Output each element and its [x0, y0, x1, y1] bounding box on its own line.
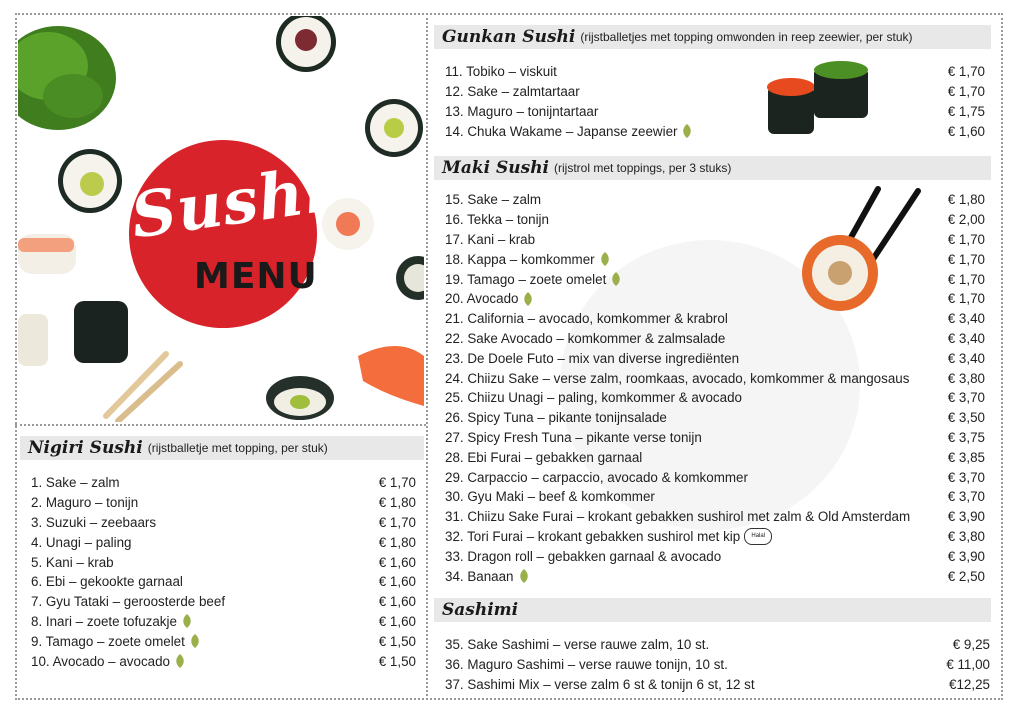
shrimp-nigiri-icon: [18, 234, 76, 274]
menu-item: [31, 592, 416, 612]
column-divider: [426, 13, 428, 700]
menu-item-name: 29. Carpaccio – carpaccio, avocado & komkommer: [445, 469, 748, 485]
menu-item-name: 6. Ebi – gekookte garnaal: [31, 574, 183, 590]
menu-item-name: 25. Chiizu Unagi – paling, komkommer & avocado: [445, 390, 742, 406]
menu-item-name: 10. Avocado – avocado: [31, 653, 170, 669]
leaf-icon: [523, 292, 533, 306]
menu-item-name: 7. Gyu Tataki – geroosterde beef: [31, 594, 226, 610]
hero-divider: [15, 424, 426, 426]
menu-item-price: € 11,00: [946, 657, 990, 673]
menu-item-name: 15. Sake – zalm: [445, 192, 542, 208]
menu-item-price: € 3,40: [947, 311, 985, 327]
gunkan-list: [445, 62, 985, 141]
menu-item-price: €12,25: [949, 676, 990, 692]
menu-item: [445, 507, 985, 527]
menu-item-price: € 1,80: [947, 192, 985, 208]
menu-item-name: 11. Tobiko – viskuit: [445, 64, 557, 80]
menu-item-name: 9. Tamago – zoete omelet: [31, 633, 185, 649]
leaf-icon: [600, 252, 610, 266]
menu-item-name: 27. Spicy Fresh Tuna – pikante verse tonijn: [445, 429, 702, 445]
menu-item-name: 21. California – avocado, komkommer & krabrol: [445, 311, 728, 327]
menu-item: [445, 675, 990, 695]
menu-item-name: 33. Dragon roll – gebakken garnaal & avocado: [445, 548, 722, 564]
gunkan-title: Gunkan Sushi: [442, 27, 576, 47]
tuna-roll-icon: [276, 16, 336, 72]
menu-item: [31, 631, 416, 651]
menu-item: [445, 546, 985, 566]
menu-item: [445, 121, 985, 141]
gunkan-header: [434, 25, 991, 49]
menu-item: [445, 388, 985, 408]
menu-item-price: € 3,70: [947, 489, 985, 505]
chopsticks-icon: [106, 354, 180, 421]
menu-item-name: 31. Chiizu Sake Furai – krokant gebakken sushirol met zalm & Old Amsterdam: [445, 509, 911, 525]
maki-roll-icon: [74, 301, 128, 363]
avocado-roll-icon: [266, 376, 334, 420]
seaweed-salad-icon: [18, 26, 116, 130]
menu-item: [31, 651, 416, 671]
hero-title: Sushi: [126, 152, 334, 253]
menu-item-price: € 1,70: [947, 231, 985, 247]
menu-item-name: 2. Maguro – tonijn: [31, 495, 139, 511]
menu-item: [445, 329, 985, 349]
menu-item: [445, 447, 985, 467]
menu-item-name: 22. Sake Avocado – komkommer & zalmsalade: [445, 330, 726, 346]
menu-item-name: 17. Kani – krab: [445, 231, 536, 247]
menu-item: [445, 566, 985, 586]
menu-item-name: 4. Unagi – paling: [31, 534, 132, 550]
maki-subtitle: (rijstrol met toppings, per 3 stuks): [554, 161, 732, 175]
menu-item-price: € 1,60: [378, 594, 416, 610]
menu-item: [445, 269, 985, 289]
menu-item: [445, 408, 985, 428]
menu-item-price: € 1,70: [378, 475, 416, 491]
menu-item-name: 1. Sake – zalm: [31, 475, 120, 491]
menu-item-price: € 1,75: [947, 103, 985, 119]
avocado-roll-icon: [58, 149, 122, 213]
menu-item: [31, 473, 416, 493]
menu-item: [445, 467, 985, 487]
menu-item: [445, 190, 985, 210]
menu-item-price: € 1,70: [947, 271, 985, 287]
menu-item: [31, 513, 416, 533]
salmon-nigiri-icon: [358, 346, 424, 406]
sashimi-title: Sashimi: [442, 600, 519, 620]
menu-item: [445, 368, 985, 388]
menu-item: [445, 82, 985, 102]
rice-roll-icon: [18, 314, 48, 366]
leaf-icon: [190, 634, 200, 648]
menu-item: [445, 230, 985, 250]
menu-item: [445, 655, 990, 675]
menu-item: [445, 210, 985, 230]
leaf-icon: [519, 569, 529, 583]
leaf-icon: [182, 614, 192, 628]
menu-item-name: 37. Sashimi Mix – verse zalm 6 st & tonijn 6 st, 12 st: [445, 676, 755, 692]
nigiri-title: Nigiri Sushi: [28, 438, 143, 458]
menu-item: [31, 493, 416, 513]
menu-item: [445, 102, 985, 122]
menu-item-price: € 3,90: [947, 548, 985, 564]
menu-item-name: 18. Kappa – komkommer: [445, 251, 595, 267]
hero-image: [18, 16, 424, 422]
menu-item: [445, 635, 990, 655]
menu-item-name: 14. Chuka Wakame – Japanse zeewier: [445, 123, 678, 139]
roll-side-icon: [396, 256, 424, 300]
menu-item-name: 16. Tekka – tonijn: [445, 212, 549, 228]
menu-item: [31, 532, 416, 552]
menu-item-price: € 1,70: [947, 291, 985, 307]
menu-item-price: € 3,85: [947, 449, 985, 465]
menu-item: [445, 348, 985, 368]
menu-item-price: € 1,50: [378, 653, 416, 669]
menu-item-name: 30. Gyu Maki – beef & komkommer: [445, 489, 655, 505]
menu-item-price: € 1,50: [378, 633, 416, 649]
menu-item-price: € 2,50: [947, 568, 985, 584]
menu-item-price: € 3,40: [947, 330, 985, 346]
menu-item-price: € 3,75: [947, 429, 985, 445]
maki-list: [445, 190, 985, 586]
menu-item-name: 23. De Doele Futo – mix van diverse ingrediënten: [445, 350, 740, 366]
menu-item-price: € 3,80: [947, 370, 985, 386]
menu-item-name: 8. Inari – zoete tofuzakje: [31, 613, 177, 629]
nigiri-header: [20, 436, 424, 460]
menu-item-price: € 1,60: [947, 123, 985, 139]
hero-subtitle: MENU: [194, 256, 318, 297]
maki-header: [434, 156, 991, 180]
menu-item-price: € 3,50: [947, 410, 985, 426]
menu-item-price: € 1,70: [947, 64, 985, 80]
menu-item-price: € 3,70: [947, 469, 985, 485]
menu-item-name: 36. Maguro Sashimi – verse rauwe tonijn, 10 st.: [445, 657, 728, 673]
halal-badge-icon: Halal: [744, 528, 772, 545]
menu-item-name: 20. Avocado: [445, 291, 519, 307]
leaf-icon: [175, 654, 185, 668]
menu-item-name: 35. Sake Sashimi – verse rauwe zalm, 10 st.: [445, 637, 710, 653]
menu-item-name: 5. Kani – krab: [31, 554, 114, 570]
menu-item-price: € 1,70: [947, 251, 985, 267]
menu-item-price: € 3,80: [947, 528, 985, 544]
menu-item: [31, 552, 416, 572]
menu-item-price: € 1,60: [378, 613, 416, 629]
maki-title: Maki Sushi: [442, 158, 550, 178]
menu-item: [445, 487, 985, 507]
menu-item-name: 3. Suzuki – zeebaars: [31, 514, 157, 530]
menu-item-name: 28. Ebi Furai – gebakken garnaal: [445, 449, 643, 465]
menu-item: [445, 62, 985, 82]
menu-item-price: € 1,70: [947, 84, 985, 100]
menu-item-name: 24. Chiizu Sake – verse zalm, roomkaas, avocado, komkommer & mangosaus: [445, 370, 910, 386]
leaf-icon: [611, 272, 621, 286]
menu-item: [31, 572, 416, 592]
menu-item-name: 34. Banaan: [445, 568, 514, 584]
menu-item-price: € 3,40: [947, 350, 985, 366]
gunkan-subtitle: (rijstballetjes met topping omwonden in reep zeewier, per stuk): [580, 30, 913, 44]
menu-item-price: € 1,80: [378, 495, 416, 511]
menu-item-name: 32. Tori Furai – krokant gebakken sushirol met kip: [445, 528, 741, 544]
menu-item: [445, 527, 985, 547]
sashimi-header: [434, 598, 991, 622]
menu-item-name: 19. Tamago – zoete omelet: [445, 271, 607, 287]
menu-item-price: € 9,25: [952, 637, 990, 653]
menu-item-price: € 3,90: [947, 509, 985, 525]
menu-item-price: € 2,00: [947, 212, 985, 228]
menu-item-price: € 3,70: [947, 390, 985, 406]
menu-item: [31, 612, 416, 632]
menu-item-price: € 1,60: [378, 554, 416, 570]
menu-item: [445, 309, 985, 329]
nigiri-subtitle: (rijstballetje met topping, per stuk): [147, 441, 328, 455]
leaf-icon: [682, 124, 692, 138]
menu-item: [445, 428, 985, 448]
menu-item-price: € 1,60: [378, 574, 416, 590]
menu-item: [445, 289, 985, 309]
menu-item-name: 12. Sake – zalmtartaar: [445, 84, 580, 100]
menu-item-name: 26. Spicy Tuna – pikante tonijnsalade: [445, 410, 667, 426]
menu-item-name: 13. Maguro – tonijntartaar: [445, 103, 599, 119]
sashimi-list: [445, 635, 990, 694]
menu-item: [445, 249, 985, 269]
nigiri-list: [31, 473, 416, 671]
menu-item-price: € 1,70: [378, 514, 416, 530]
menu-item-price: € 1,80: [378, 534, 416, 550]
avocado-roll-icon: [365, 99, 423, 157]
